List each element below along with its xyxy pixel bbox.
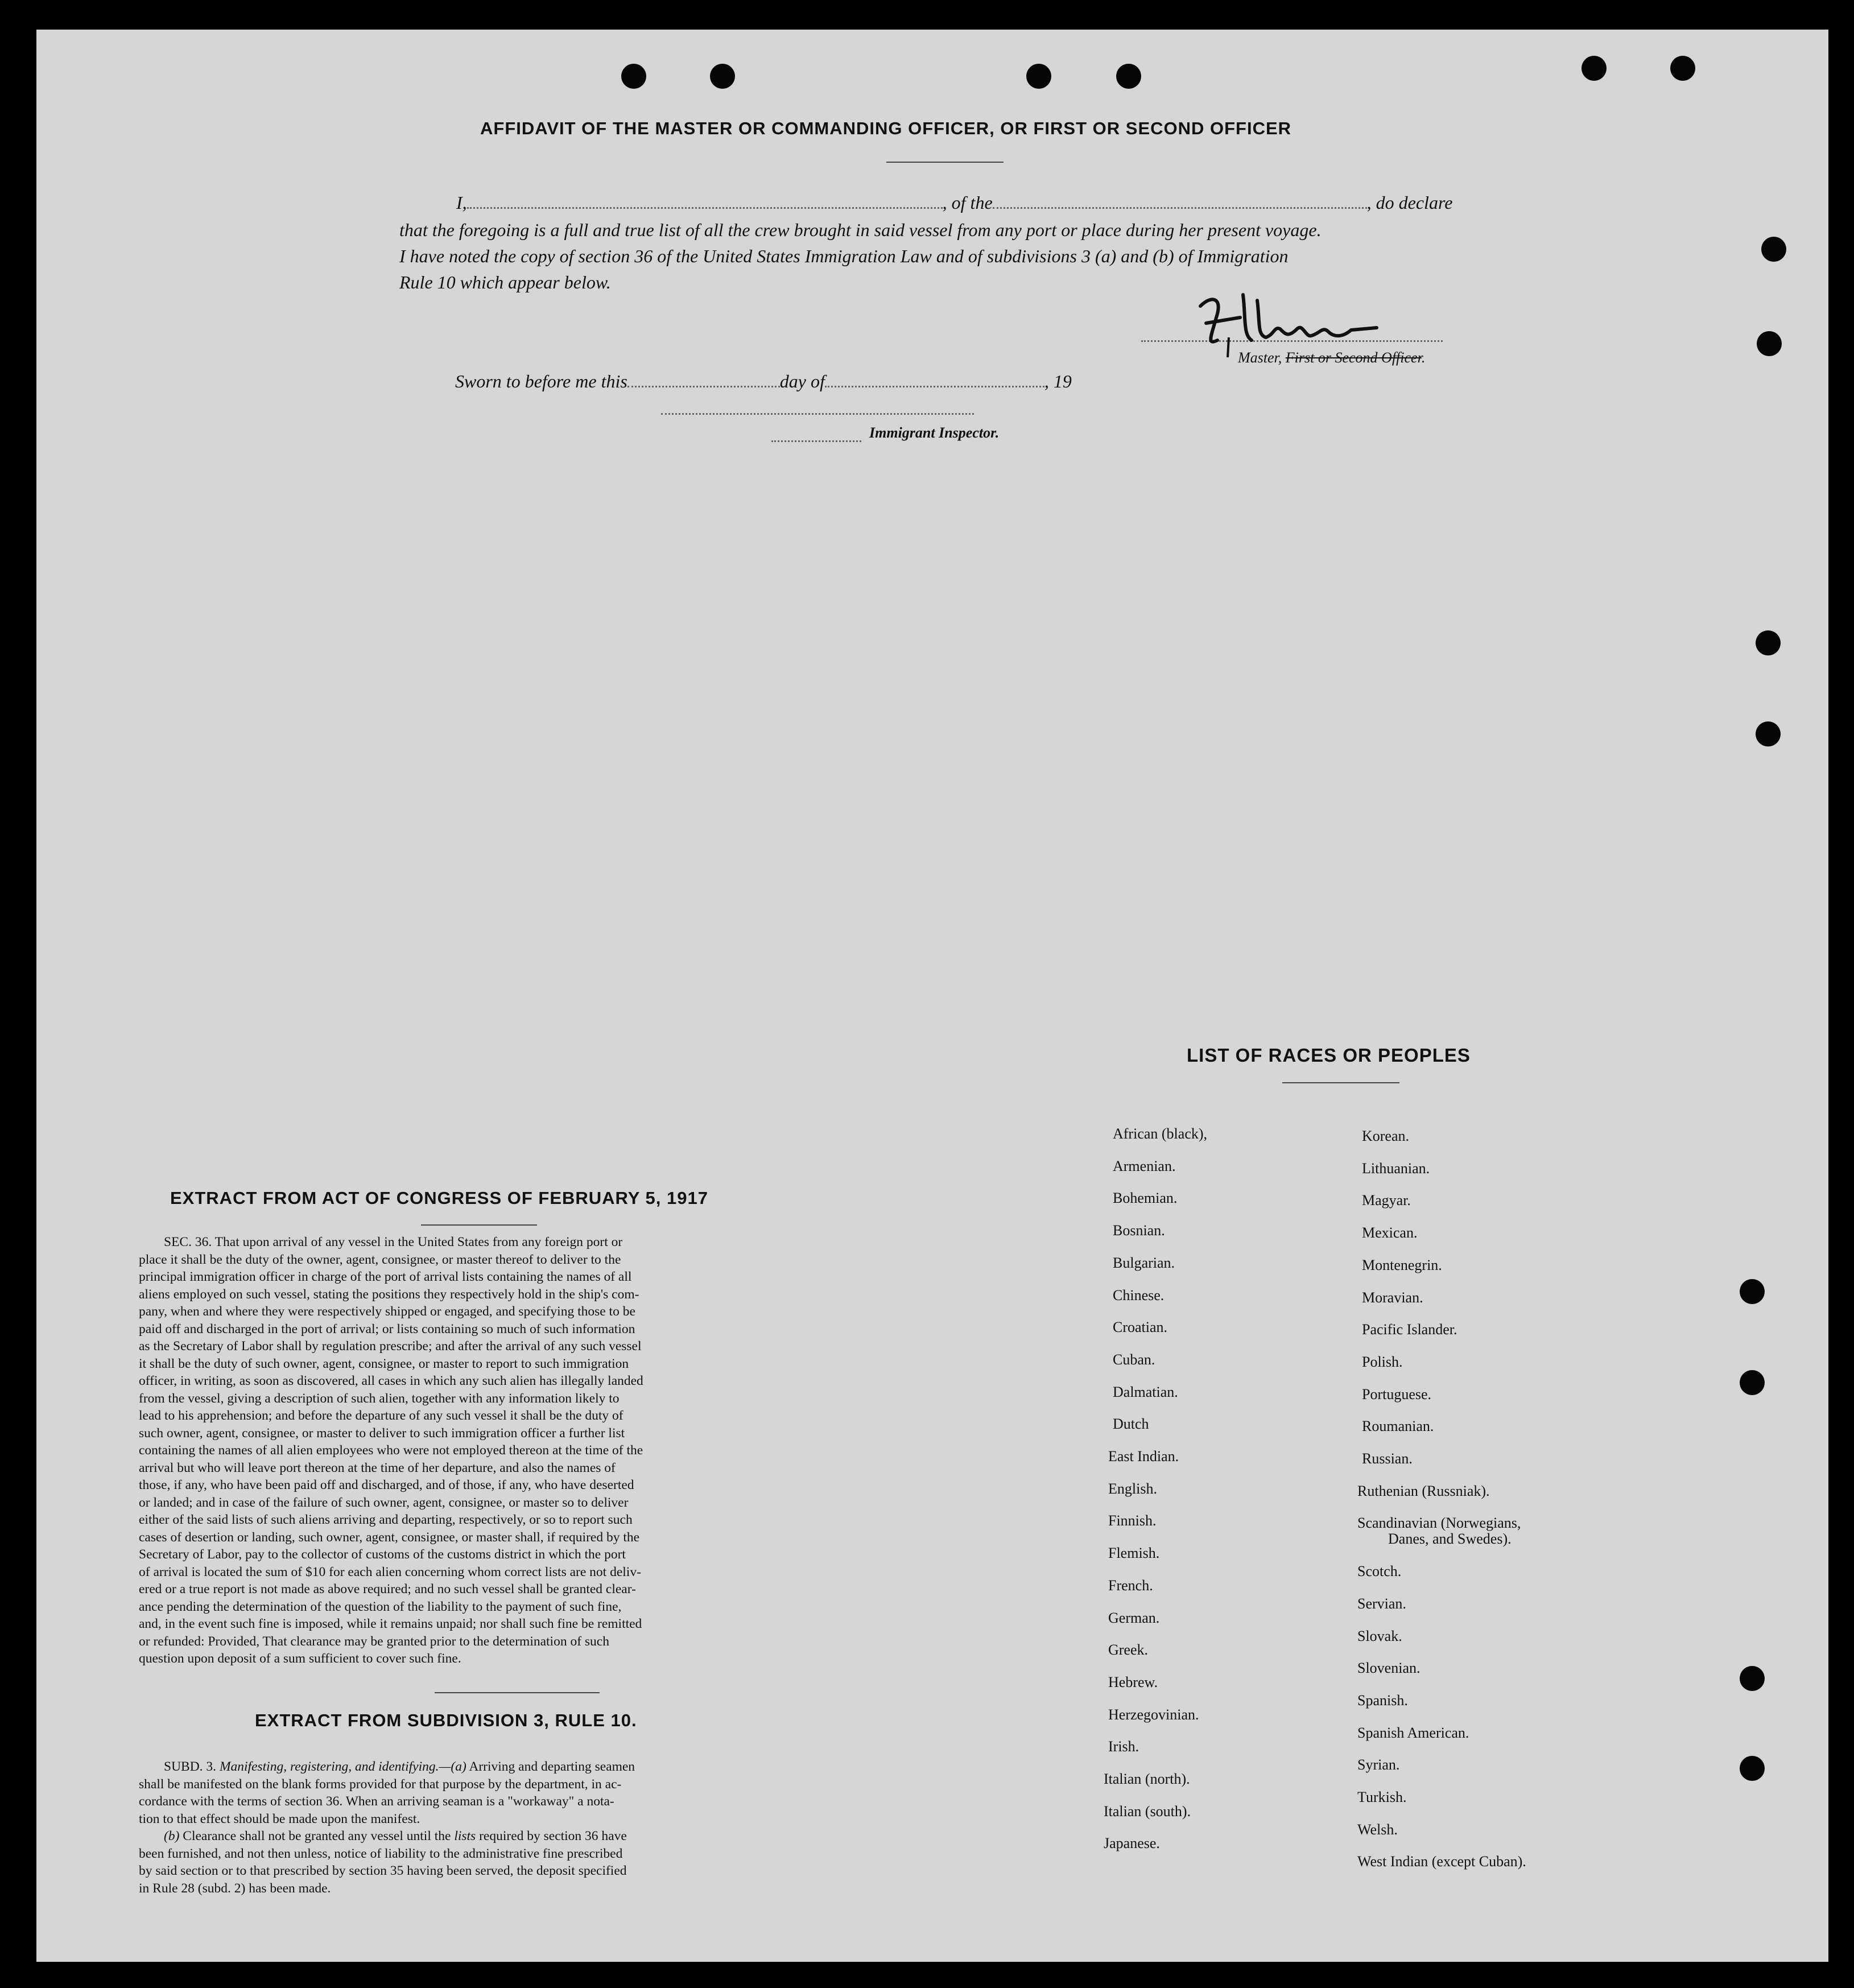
affidavit-body-line-2: I have noted the copy of section 36 of the United States Immigration Law and of subdivisions 3 (a) and (b) of Immigration: [399, 246, 1289, 266]
race-item: Cuban.: [1113, 1351, 1155, 1368]
act-line: those, if any, who have been paid off and discharged, and of those, if any, who have deserted: [139, 1478, 634, 1492]
race-item: African (black),: [1113, 1125, 1208, 1142]
act-line: it shall be the duty of such owner, agent, consignee, or master to report to such immigration: [139, 1356, 629, 1371]
act-line: ance pending the determination of the question of the liability to the payment of such fine,: [139, 1599, 622, 1614]
punch-hole: [1756, 630, 1781, 655]
rule-b-line: been furnished, and not then unless, notice of liability to the administrative fine prescribed: [139, 1846, 623, 1861]
act-line: question upon deposit of a sum sufficient to cover such fine.: [139, 1651, 461, 1666]
name-field[interactable]: [467, 207, 943, 209]
act-line: Secretary of Labor, pay to the collector of customs of the customs district in which the port: [139, 1547, 626, 1562]
race-item: West Indian (except Cuban).: [1357, 1853, 1526, 1870]
declare-of-the: , of the: [942, 192, 993, 213]
race-item: Ruthenian (Russniak).: [1357, 1482, 1490, 1499]
act-line: arrival but who will leave port thereon at the time of her departure, and also the names of: [139, 1460, 616, 1475]
race-item: Dalmatian.: [1113, 1383, 1178, 1400]
race-item: English.: [1108, 1480, 1157, 1497]
race-item: Syrian.: [1357, 1756, 1400, 1773]
act-line: either of the said lists of such aliens arriving and departing, respectively, or so to report such: [139, 1512, 633, 1527]
race-item: Croatian.: [1113, 1319, 1168, 1336]
race-item: Mexican.: [1362, 1224, 1418, 1242]
act-divider: [421, 1224, 537, 1226]
act-line: or refunded: Provided, That clearance may be granted prior to the determination of such: [139, 1634, 609, 1649]
race-item: Slovenian.: [1357, 1660, 1421, 1677]
declare-do-declare: , do declare: [1366, 192, 1453, 213]
race-item: Dutch: [1113, 1416, 1149, 1433]
punch-hole: [1026, 64, 1051, 89]
race-item: Japanese.: [1104, 1835, 1160, 1852]
act-end-divider: [435, 1692, 600, 1693]
race-item: Pacific Islander.: [1362, 1321, 1457, 1338]
act-line: containing the names of all alien employees who were not employed thereon at the time of the: [139, 1443, 643, 1458]
affidavit-body-line-1: that the foregoing is a full and true list of all the crew brought in said vessel from any port or place during her present voyage.: [399, 220, 1322, 240]
punch-hole: [621, 64, 646, 89]
rule-b-line: by said section or to that prescribed by section 35 having been served, the deposit specified: [139, 1863, 627, 1878]
race-item: Moravian.: [1362, 1289, 1423, 1306]
race-item: Montenegrin.: [1362, 1256, 1442, 1273]
vessel-field[interactable]: [993, 207, 1367, 209]
rule-a-line: shall be manifested on the blank forms provided for that purpose by the department, in ac-: [139, 1776, 622, 1792]
struck-officer-text: First or Second Officer: [1285, 349, 1422, 366]
act-line: from the vessel, giving a description of such alien, together with any information likely to: [139, 1391, 620, 1406]
rule-title: EXTRACT FROM SUBDIVISION 3, RULE 10.: [255, 1710, 637, 1730]
race-item: Magyar.: [1362, 1192, 1411, 1209]
race-item: Danes, and Swedes).: [1388, 1531, 1512, 1548]
document-page: [36, 30, 1828, 1962]
act-section-36-text: [139, 1234, 851, 1668]
race-item: Bosnian.: [1113, 1222, 1165, 1239]
race-item: Servian.: [1357, 1595, 1406, 1612]
race-item: Finnish.: [1108, 1512, 1157, 1529]
race-item: Spanish American.: [1357, 1724, 1469, 1741]
sworn-day-field[interactable]: [627, 386, 780, 387]
inspector-dots: [771, 440, 861, 442]
race-item: French.: [1108, 1577, 1153, 1594]
race-item: Irish.: [1108, 1738, 1139, 1755]
race-item: Italian (south).: [1104, 1803, 1191, 1820]
sworn-line: Sworn to before me this day of , 19: [455, 371, 1072, 391]
punch-hole: [1761, 237, 1786, 262]
act-line: ered or a true report is not made as above required; and no such vessel shall be granted clear-: [139, 1582, 636, 1597]
act-line: and, in the event such fine is imposed, while it remains unpaid; nor shall such fine be remitted: [139, 1616, 642, 1631]
act-line: of arrival is located the sum of $10 for each alien concerning whom correct lists are not deliv-: [139, 1564, 641, 1579]
race-item: Bulgarian.: [1113, 1254, 1175, 1271]
race-item: Roumanian.: [1362, 1418, 1434, 1435]
act-line: officer, in writing, as soon as discovered, all cases in which any such alien has illegally landed: [139, 1374, 643, 1388]
punch-hole: [1582, 56, 1607, 81]
rule-b-first-line: (b) Clearance shall not be granted any vessel until the lists required by section 36 have: [164, 1829, 627, 1843]
act-line: as the Secretary of Labor shall by regulation prescribe; and after the arrival of any such vessel: [139, 1339, 642, 1354]
races-title: LIST OF RACES OR PEOPLES: [1187, 1045, 1471, 1066]
race-item: Herzegovinian.: [1108, 1706, 1199, 1723]
act-line: or landed; and in case of the failure of such owner, agent, consignee, or master so to deliver: [139, 1495, 629, 1510]
declaration-line: [456, 192, 1452, 213]
race-item: Polish.: [1362, 1353, 1403, 1370]
race-item: Italian (north).: [1104, 1771, 1190, 1787]
punch-hole: [1756, 721, 1781, 746]
race-item: Welsh.: [1357, 1821, 1398, 1838]
race-item: Flemish.: [1108, 1545, 1160, 1562]
affidavit-title: AFFIDAVIT OF THE MASTER OR COMMANDING OFFICER, OR FIRST OR SECOND OFFICER: [480, 118, 1292, 138]
punch-hole: [1740, 1370, 1765, 1395]
act-line: cases of desertion or landing, such owner, agent, consignee, or master shall, if required by the: [139, 1529, 640, 1545]
race-item: Scandinavian (Norwegians,: [1357, 1515, 1521, 1532]
sworn-month-field[interactable]: [825, 386, 1044, 387]
act-title: EXTRACT FROM ACT OF CONGRESS OF FEBRUARY 5, 1917: [170, 1188, 708, 1208]
act-line: aliens employed on such vessel, stating the positions they respectively hold in the ship's com-: [139, 1286, 639, 1302]
act-line: pany, when and where they were respectively shipped or engaged, and specifying those to be: [139, 1304, 635, 1319]
rule-a-line: cordance with the terms of section 36. When an arriving seaman is a "workaway" a nota-: [139, 1794, 614, 1809]
rule-subdivision-text: [139, 1758, 851, 1897]
race-item: Chinese.: [1113, 1286, 1165, 1304]
act-line: paid off and discharged in the port of arrival; or lists containing so much of such information: [139, 1321, 635, 1337]
punch-hole: [1740, 1756, 1765, 1781]
punch-hole: [1740, 1666, 1765, 1691]
act-line: such owner, agent, consignee, or master to deliver to such immigration officer a further list: [139, 1425, 625, 1441]
punch-hole: [1757, 331, 1782, 356]
race-item: Spanish.: [1357, 1692, 1408, 1709]
inspector-signature-line: [661, 413, 974, 415]
race-item: East Indian.: [1108, 1448, 1179, 1465]
race-item: Scotch.: [1357, 1563, 1402, 1580]
act-line: SEC. 36. That upon arrival of any vessel in the United States from any foreign port or: [164, 1235, 623, 1249]
race-item: Lithuanian.: [1362, 1160, 1430, 1177]
race-item: Russian.: [1362, 1450, 1413, 1467]
race-item: Turkish.: [1357, 1789, 1407, 1805]
race-item: Hebrew.: [1108, 1673, 1158, 1690]
race-item: Greek.: [1108, 1641, 1149, 1659]
rule-a-first-line: SUBD. 3. Manifesting, registering, and identifying.—(a) Arriving and departing seamen: [164, 1759, 635, 1774]
act-line: lead to his apprehension; and before the departure of any such vessel it shall be the duty of: [139, 1408, 623, 1423]
declare-i: I,: [456, 192, 467, 213]
punch-hole: [1116, 64, 1141, 89]
title-divider: [886, 162, 1004, 163]
punch-hole: [1740, 1279, 1765, 1304]
inspector-label: Immigrant Inspector.: [869, 424, 1000, 441]
race-item: German.: [1108, 1609, 1160, 1626]
race-item: Korean.: [1362, 1128, 1410, 1144]
affidavit-body-line-3: Rule 10 which appear below.: [399, 272, 611, 292]
race-item: Slovak.: [1357, 1627, 1402, 1644]
race-item: Bohemian.: [1113, 1190, 1178, 1207]
race-item: Armenian.: [1113, 1157, 1176, 1174]
act-line: principal immigration officer in charge of the port of arrival lists containing the names of all: [139, 1269, 632, 1284]
race-item: Portuguese.: [1362, 1385, 1432, 1403]
master-label: Master, First or Second Officer.: [1238, 349, 1426, 366]
punch-hole: [710, 64, 735, 89]
races-divider: [1282, 1082, 1399, 1083]
act-line: place it shall be the duty of the owner, agent, consignee, or master thereof to deliver to the: [139, 1252, 621, 1267]
rule-b-line: in Rule 28 (subd. 2) has been made.: [139, 1880, 331, 1896]
rule-a-line: tion to that effect should be made upon the manifest.: [139, 1811, 420, 1826]
punch-hole: [1670, 56, 1695, 81]
